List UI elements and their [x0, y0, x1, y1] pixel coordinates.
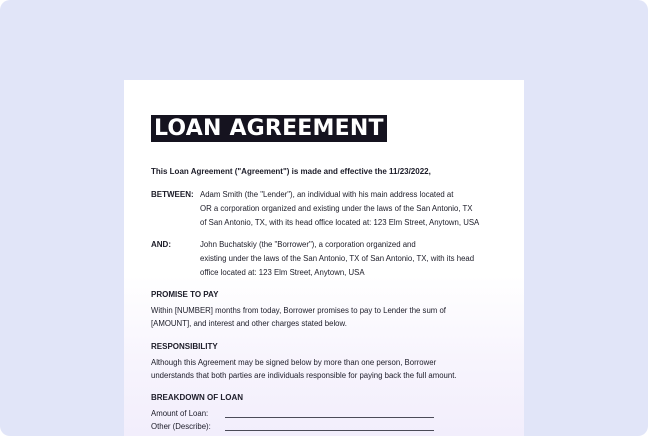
and-label: AND:	[151, 240, 171, 249]
document-page	[124, 80, 524, 436]
responsibility-heading: RESPONSIBILITY	[151, 342, 218, 351]
between-line: OR a corporation organized and existing under the laws of the San Antonio, TX	[200, 204, 473, 213]
intro-text: This Loan Agreement ("Agreement") is made and effective the 11/23/2022,	[151, 167, 431, 176]
document-title: LOAN AGREEMENT	[151, 115, 387, 142]
and-text	[200, 238, 474, 280]
responsibility-line: understands that both parties are individuals responsible for paying back the full amount.	[151, 371, 457, 380]
document-title-wrap	[151, 115, 387, 142]
promise-heading: PROMISE TO PAY	[151, 290, 219, 299]
other-describe-label: Other (Describe):	[151, 422, 211, 431]
amount-of-loan-field[interactable]	[225, 417, 434, 418]
responsibility-line: Although this Agreement may be signed below by more than one person, Borrower	[151, 358, 437, 367]
and-line: John Buchatskiy (the "Borrower"), a corporation organized and	[200, 240, 416, 249]
promise-line: [AMOUNT], and interest and other charges stated below.	[151, 319, 347, 328]
between-line: of San Antonio, TX, with its head office located at: 123 Elm Street, Anytown, USA	[200, 218, 480, 227]
between-text	[200, 188, 479, 230]
between-line: Adam Smith (the "Lender"), an individual with his main address located at	[200, 190, 454, 199]
promise-text	[151, 304, 446, 330]
between-label: BETWEEN:	[151, 190, 194, 199]
amount-of-loan-label: Amount of Loan:	[151, 409, 209, 418]
and-line: existing under the laws of the San Antonio, TX of San Antonio, TX, with its head	[200, 254, 475, 263]
responsibility-text	[151, 356, 457, 382]
promise-line: Within [NUMBER] months from today, Borrower promises to pay to Lender the sum of	[151, 306, 446, 315]
other-describe-field[interactable]	[225, 430, 434, 431]
and-line: office located at: 123 Elm Street, Anytown, USA	[200, 268, 365, 277]
breakdown-heading: BREAKDOWN OF LOAN	[151, 393, 243, 402]
